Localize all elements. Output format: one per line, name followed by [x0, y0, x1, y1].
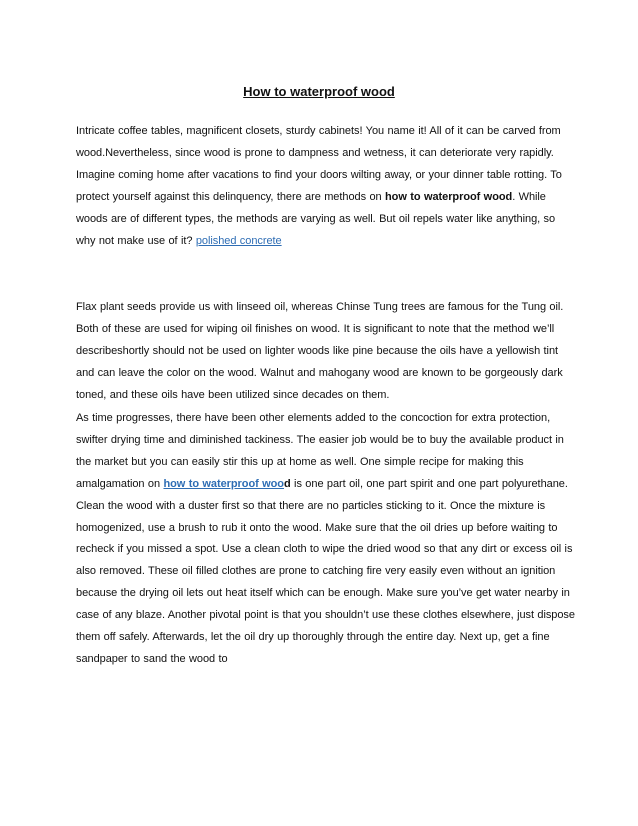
paragraph-text: As time progresses, there have been other elements added to the concoction for extra protection, swifter drying time and diminished tackiness. The easier job would be to buy the available product in the market but you can easily stir this up at home as well. One simple recipe for making this amalgamation on	[76, 412, 564, 490]
keyword-suffix: d	[283, 477, 291, 490]
paragraph-text: . While woods are of different types, the methods are varying as well. But oil repels water like anything, so why not make use of it?	[76, 190, 556, 247]
paragraph-intro	[76, 121, 576, 252]
keyword-how-to-waterproof-wood: how to waterproof wood	[385, 190, 513, 203]
paragraph-text: Intricate coffee tables, magnificent closets, sturdy cabinets! You name it! All of it can be carved from wood.Nevertheless, since wood is prone to dampness and wetness, it can deteriorate very rapidly. Imagine coming home after vacations to find your doors wilting away, or your dinner table rotting. To protect yourself against this delinquency, there are methods on	[76, 125, 562, 203]
paragraph-text: Flax plant seeds provide us with linseed oil, whereas Chinse Tung trees are famous for the Tung oil. Both of these are used for wiping oil finishes on wood. It is significant to note that the method we’ll describeshortly should not be used on lighter woods like pine because the oils have a yellowish tint and can leave the color on the wood. Walnut and mahogany wood are known to be gorgeously dark toned, and these oils have been utilized since decades on them.	[76, 301, 564, 401]
document-title: How to waterproof wood	[243, 84, 395, 99]
how-to-waterproof-wood-link[interactable]: how to waterproof woo	[163, 477, 284, 490]
paragraph-text: is one part oil, one part spirit and one part polyurethane. Clean the wood with a duster first so that there are no particles sticking to it. Once the mixture is homogenized, use a brush to rub it onto the wood. Make sure that the oil dries up before waiting to recheck if you missed a spot. Use a clean cloth to wipe the dried wood so that any dirt or excess oil is also removed. These oil filled clothes are prone to catching fire very easily even without an ignition because the drying oil lets out heat itself which can be enough. Make sure you’ve get water nearby in case of any blaze. Another pivotal point is that you shouldn’t use these clothes elsewhere, just dispose them off safely. Afterwards, let the oil dry up thoroughly through the entire day. Next up, get a fine sandpaper to sand the wood to	[76, 477, 575, 665]
polished-concrete-link[interactable]: polished concrete	[195, 234, 282, 247]
paragraph-recipe	[76, 408, 576, 671]
paragraph-oils	[76, 297, 576, 407]
